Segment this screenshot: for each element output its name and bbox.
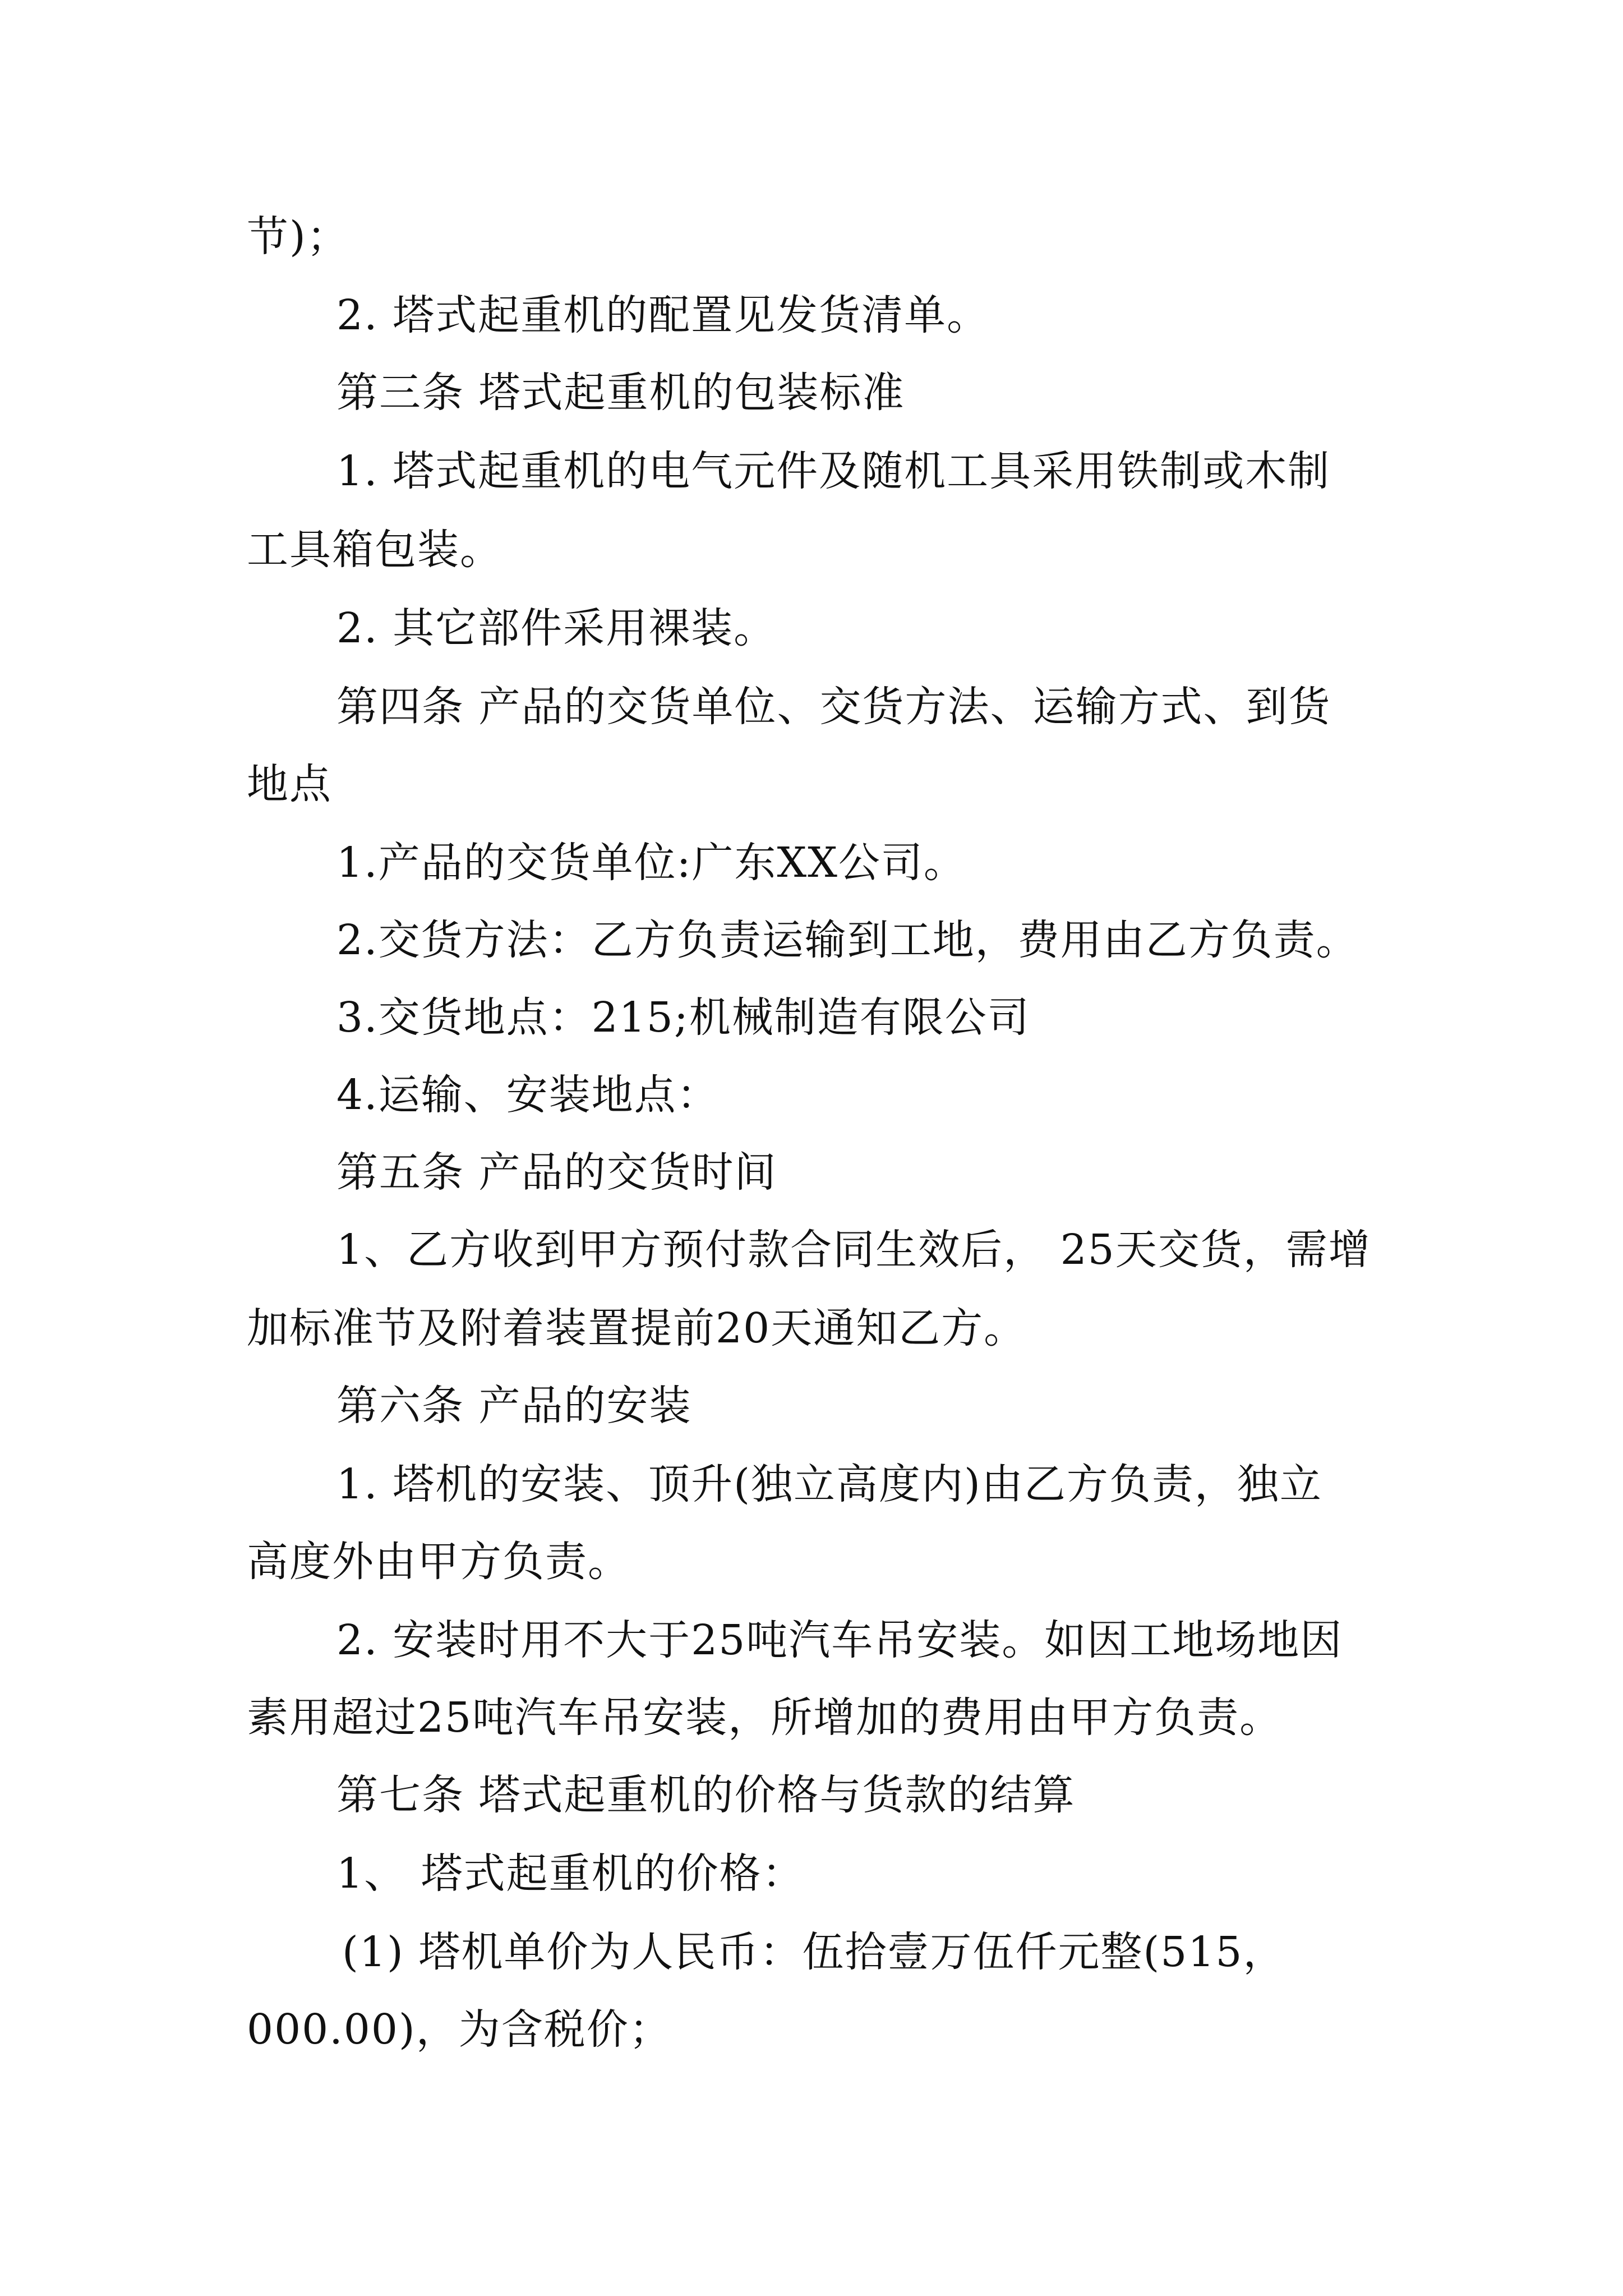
section-heading: 第三条 塔式起重机的包装标准 [336,369,905,417]
text-line: 1.产品的交货单位:广东XX公司。 [336,839,966,887]
section-heading: 第六条 产品的安装 [336,1382,692,1430]
text-line: 000.00)，为含税价； [247,2005,672,2054]
text-line: 地点 [247,760,332,808]
text-line: 节)； [247,213,349,261]
section-heading: 第四条 产品的交货单位、交货方法、运输方式、到货 [336,683,1331,731]
text-line: 4.运输、安装地点： [336,1071,720,1119]
text-line: 1、 塔式起重机的价格： [336,1849,805,1898]
text-line: 1. 塔机的安装、顶升(独立高度内)由乙方负责，独立 [336,1460,1322,1508]
text-line: 2. 安装时用不大于25吨汽车吊安装。如因工地场地因 [336,1616,1343,1664]
text-line: 素用超过25吨汽车吊安装，所增加的费用由甲方负责。 [247,1694,1283,1742]
text-line: 2. 其它部件采用裸装。 [336,604,777,652]
text-line: 2. 塔式起重机的配置见发货清单。 [336,291,990,339]
text-line: (1) 塔机单价为人民币：伍拾壹万伍仟元整(515， [342,1928,1286,1976]
text-line: 1、乙方收到甲方预付款合同生效后， 25天交货，需增 [336,1226,1371,1274]
text-line: 工具箱包装。 [247,526,502,574]
section-heading: 第五条 产品的交货时间 [336,1148,777,1197]
text-line: 加标准节及附着装置提前20天通知乙方。 [247,1304,1027,1352]
text-line: 3.交货地点：215;机械制造有限公司 [336,993,1030,1042]
text-line: 2.交货方法：乙方负责运输到工地，费用由乙方负责。 [336,916,1359,964]
text-line: 高度外由甲方负责。 [247,1538,630,1586]
section-heading: 第七条 塔式起重机的价格与货款的结算 [336,1771,1076,1819]
text-line: 1. 塔式起重机的电气元件及随机工具采用铁制或木制 [336,447,1331,495]
